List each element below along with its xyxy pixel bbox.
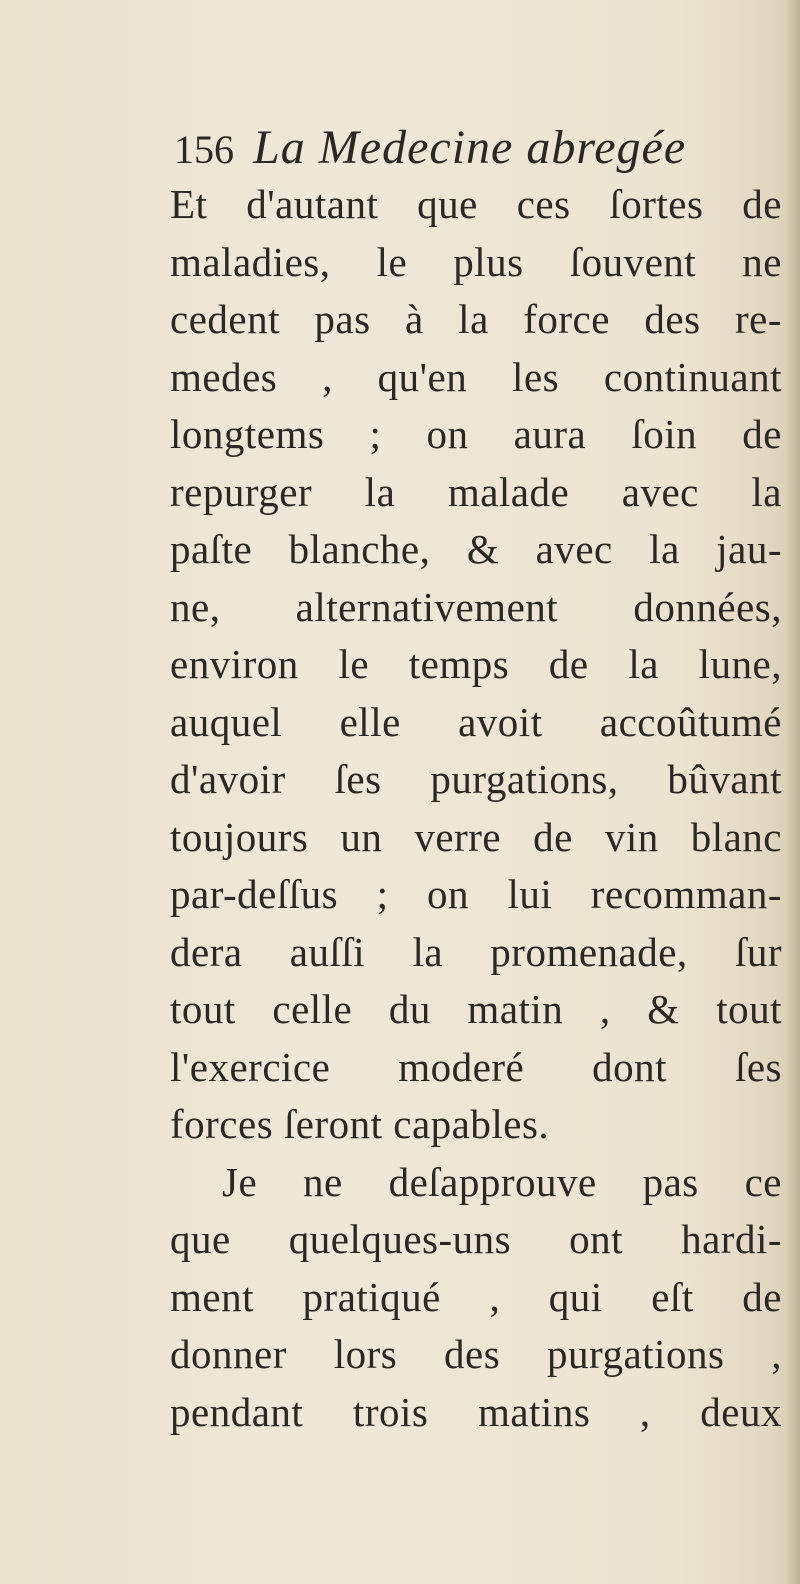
text-line: d'avoir ſes purgations, bûvant xyxy=(170,756,782,802)
text-line: Je ne deſapprouve pas ce xyxy=(222,1158,782,1205)
text-line: ment pratiqué , qui eſt de xyxy=(170,1273,782,1320)
text-line: auquel elle avoit accoûtumé xyxy=(170,698,782,745)
text-line: cedent pas à la force des re- xyxy=(170,296,782,342)
text-line: paſte blanche, & avec la jau- xyxy=(170,526,782,572)
text-line: toujours un verre de vin blanc xyxy=(170,813,782,860)
text-line: environ le temps de la lune, xyxy=(170,641,782,687)
text-line: tout celle du matin , & tout xyxy=(170,986,782,1032)
text-line: donner lors des purgations , xyxy=(170,1331,782,1377)
running-head xyxy=(174,118,686,178)
text-line: pendant trois matins , deux xyxy=(170,1388,782,1435)
page-edge-shadow xyxy=(786,0,800,1584)
text-line: forces ſeront capables. xyxy=(170,1101,550,1147)
text-line: dera auſſi la promenade, ſur xyxy=(170,928,782,975)
text-line: maladies, le plus ſouvent ne xyxy=(170,238,782,285)
text-line: medes , qu'en les continuant xyxy=(170,353,782,400)
body-text xyxy=(170,176,782,1441)
text-line: longtems ; on aura ſoin de xyxy=(170,411,782,457)
text-line: l'exercice moderé dont ſes xyxy=(170,1043,782,1090)
text-line: que quelques-uns ont hardi- xyxy=(170,1216,782,1262)
text-line: repurger la malade avec la xyxy=(170,468,782,515)
text-line: par-deſſus ; on lui recomman- xyxy=(170,871,782,917)
text-line: Et d'autant que ces ſortes de xyxy=(170,181,782,227)
running-head-title: La Medecine abregée xyxy=(253,121,687,174)
page-number: 156 xyxy=(174,127,234,172)
text-line: ne, alternativement données, xyxy=(170,583,782,630)
